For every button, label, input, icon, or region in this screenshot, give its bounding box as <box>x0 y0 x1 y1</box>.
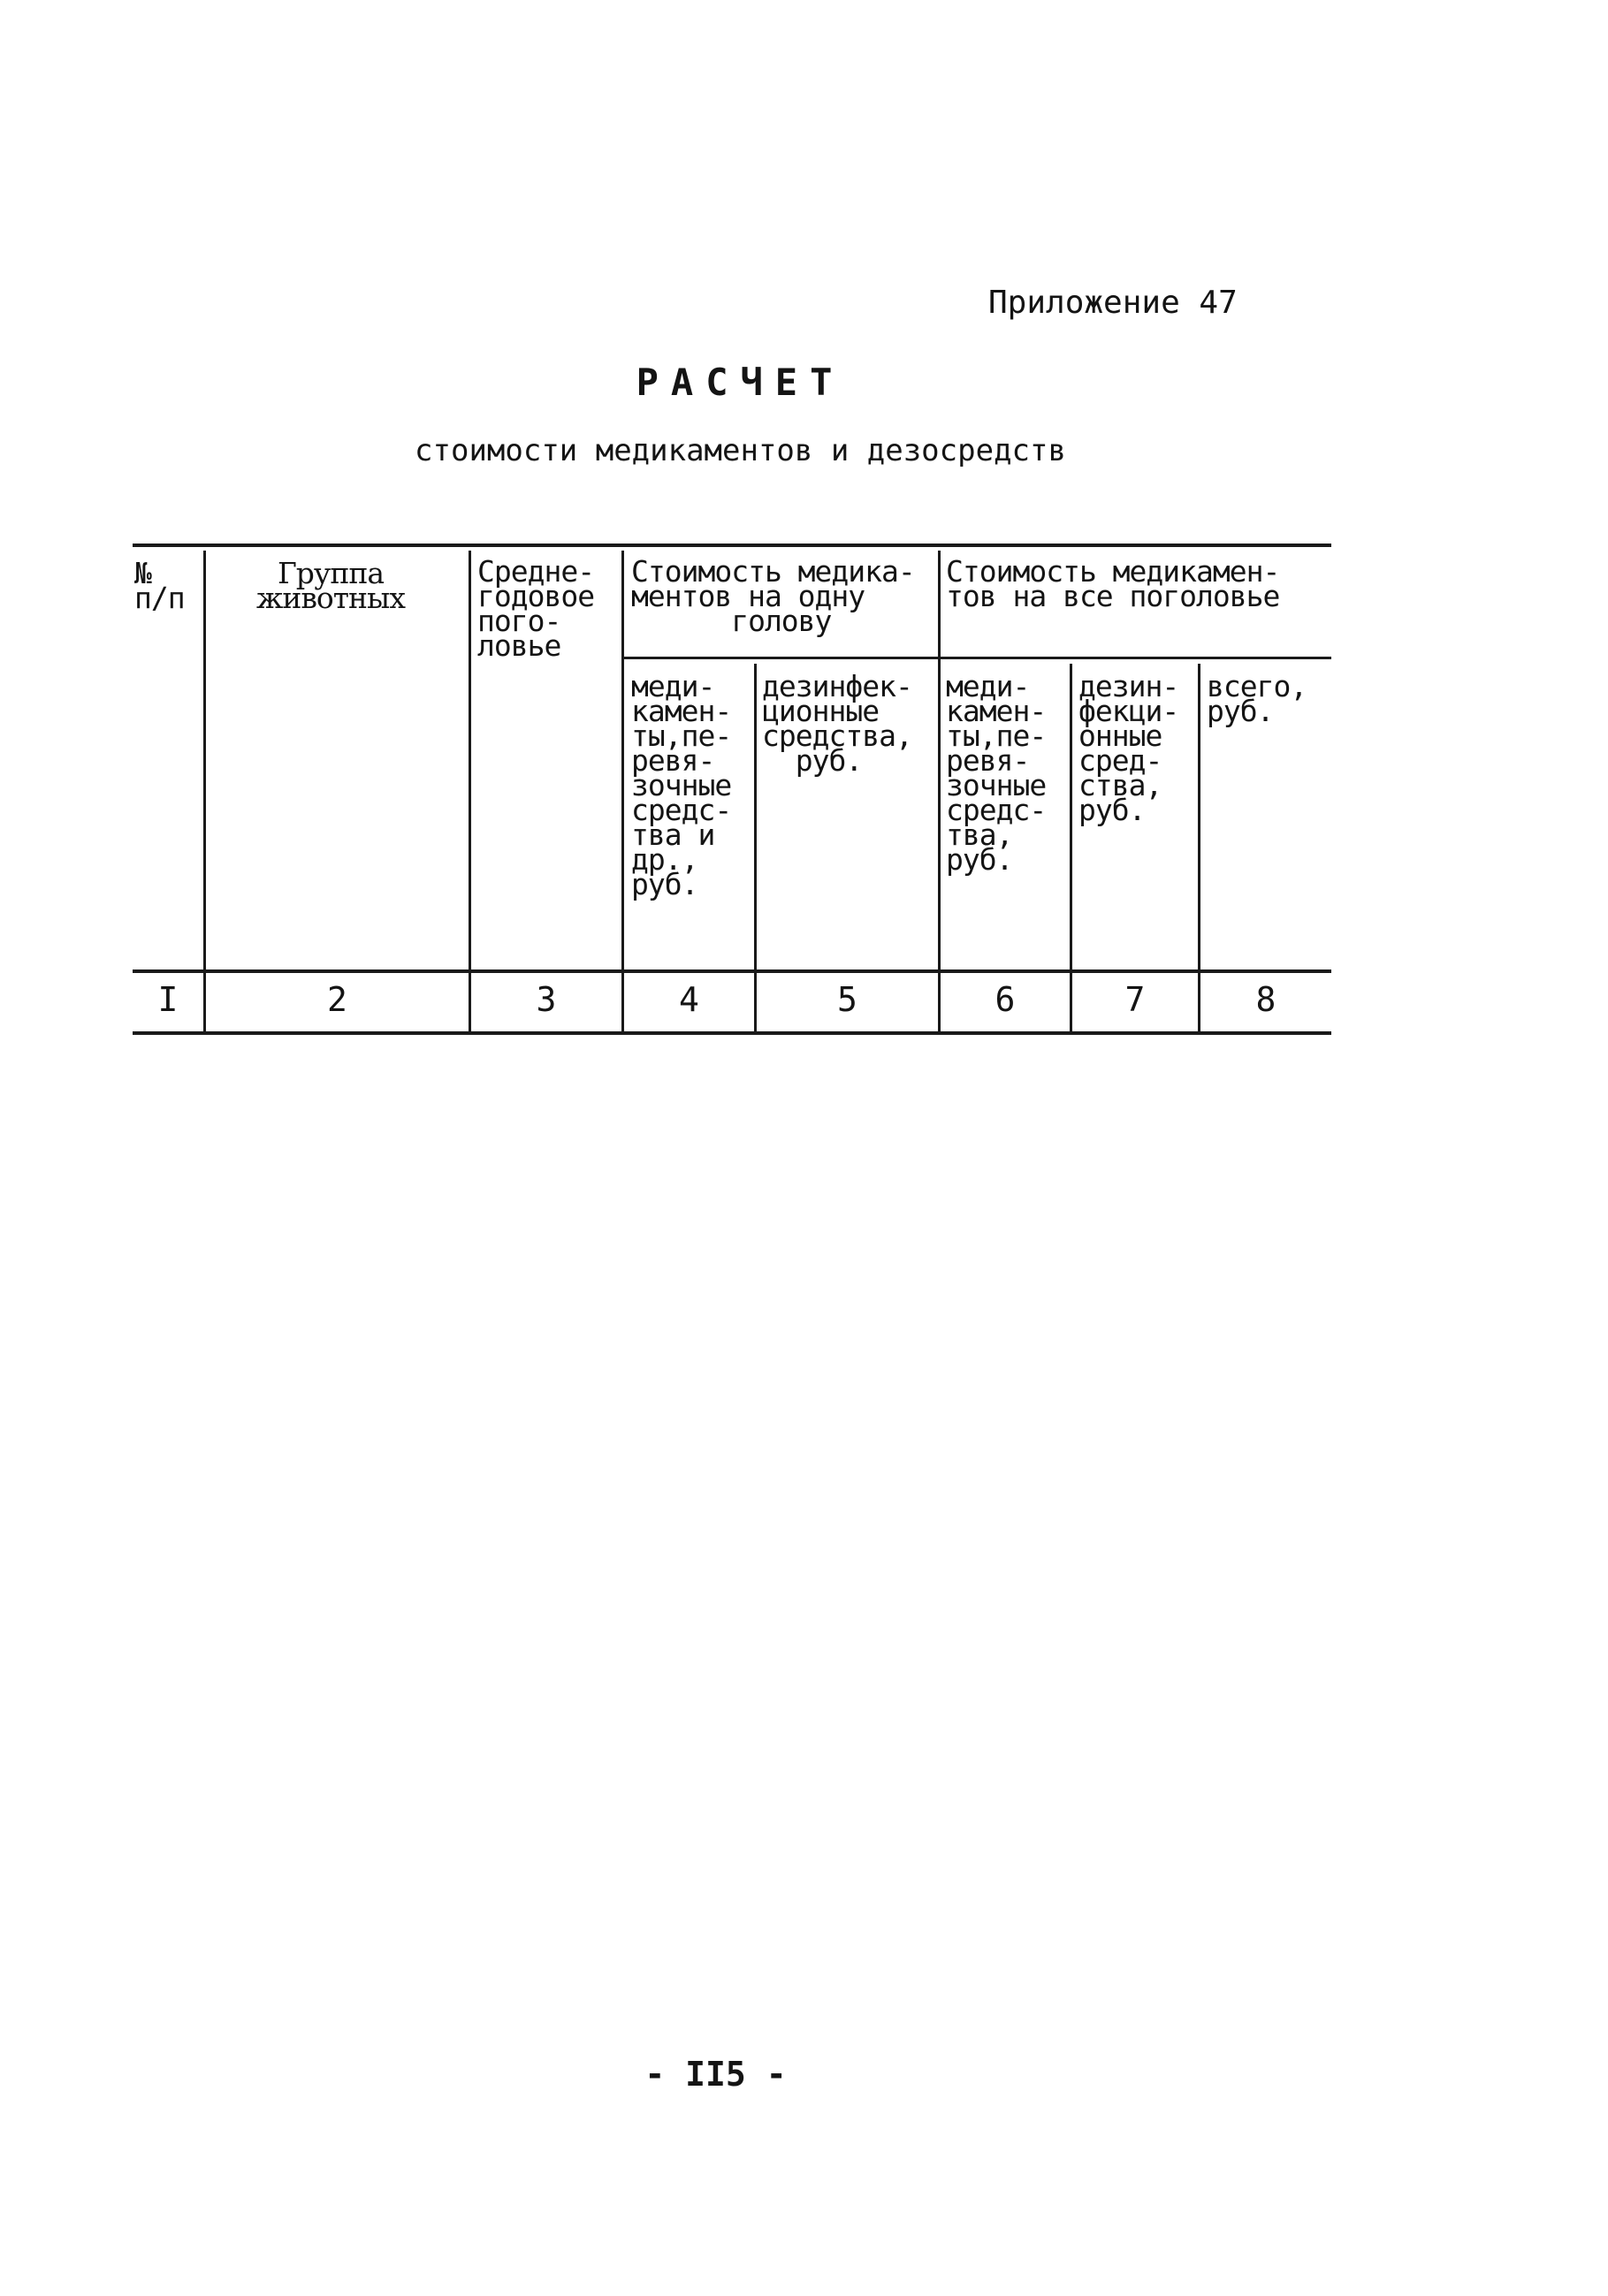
col-divider-3 <box>621 551 624 1031</box>
header-col-avg-livestock: Средне- годовое пого- ловье <box>477 554 595 663</box>
col-number-1: I <box>157 980 179 1019</box>
document-title: РАСЧЕТ <box>636 361 845 404</box>
page-number: - II5 - <box>644 2055 787 2094</box>
header-col-total: всего, руб. <box>1207 669 1307 728</box>
col-number-7: 7 <box>1124 980 1146 1019</box>
col-divider-7 <box>1198 664 1200 1031</box>
table-top-rule <box>133 544 1331 547</box>
header-col-medicines-total: меди- камен- ты,пе- ревя- зочные средс- тва, руб. <box>946 669 1047 877</box>
document-subtitle: стоимости медикаментов и дезосредств <box>415 433 1066 468</box>
annex-label: Приложение 47 <box>988 285 1238 321</box>
header-col-medicines-per-head: меди- камен- ты,пе- ревя- зочные средс- тва и др., руб. <box>631 669 732 901</box>
calculation-table <box>133 544 1331 1035</box>
col-number-4: 4 <box>679 980 699 1019</box>
col-divider-4 <box>754 664 757 1031</box>
group-header-rule <box>623 657 1331 659</box>
header-group-per-head: Стоимость медика- ментов на одну голову <box>631 554 915 638</box>
col-number-3: 3 <box>536 980 557 1019</box>
header-col-disinfectants-total: дезин- фекци- онные сред- ства, руб. <box>1078 669 1179 827</box>
header-col-number: № п/п <box>134 556 185 615</box>
header-group-all-livestock: Стоимость медикамен- тов на все поголовье <box>946 554 1280 613</box>
col-number-2: 2 <box>327 980 347 1019</box>
col-divider-2 <box>469 551 471 1031</box>
col-number-6: 6 <box>995 980 1016 1019</box>
col-divider-6 <box>1070 664 1072 1031</box>
header-col-animal-group: Группа животных <box>256 556 405 615</box>
table-bottom-rule <box>133 1031 1331 1035</box>
col-number-5: 5 <box>837 980 857 1019</box>
col-number-8: 8 <box>1255 980 1276 1019</box>
header-col-disinfectants-per-head: дезинфек- ционные средства, руб. <box>762 669 912 778</box>
col-divider-5 <box>938 551 941 1031</box>
header-bottom-rule <box>133 969 1331 973</box>
col-divider-1 <box>203 551 206 1031</box>
